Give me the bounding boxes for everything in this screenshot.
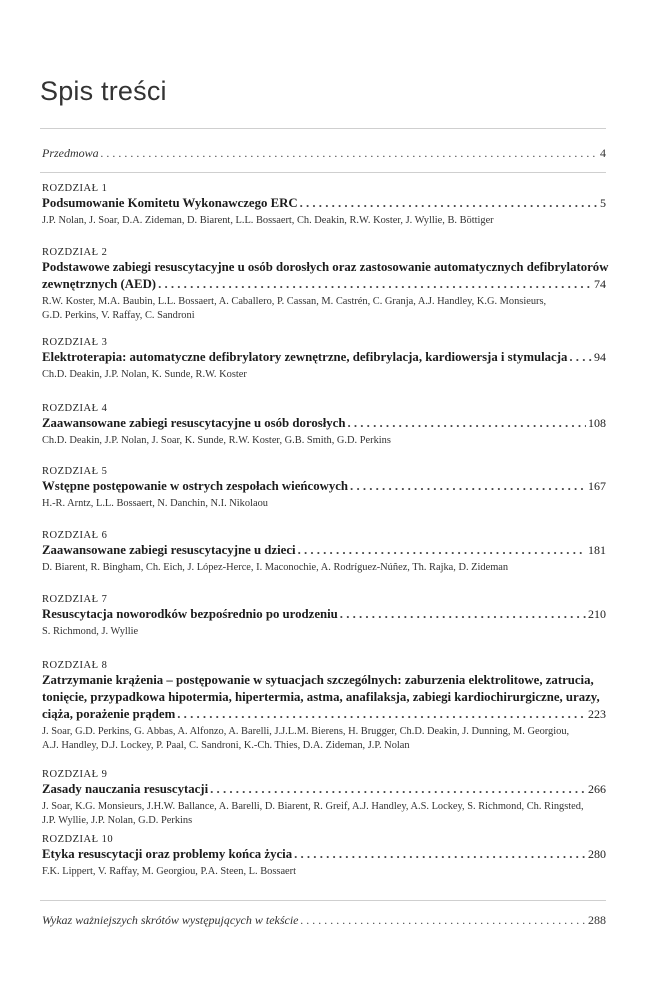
chapter-title [42,672,606,723]
chapter-entry[interactable] [42,834,606,879]
chapter-title [42,415,606,432]
chapter-label: ROZDZIAŁ 5 [42,466,108,477]
chapter-label: ROZDZIAŁ 6 [42,530,108,541]
chapter-page: 210 [588,607,606,621]
leader-dots [347,415,586,432]
chapter-page: 223 [588,707,606,721]
chapter-title [42,259,609,293]
chapter-page: 266 [588,782,606,796]
chapter-authors [42,865,606,879]
author-line: J.P. Nolan, J. Soar, D.A. Zideman, D. Biarent, L.L. Bossaert, Ch. Deakin, R.W. Koster, J. Wyllie, B. Böttiger [42,215,494,226]
leader-dots [569,349,592,366]
chapter-label: ROZDZIAŁ 2 [42,247,108,258]
chapter-title [42,846,606,863]
chapter-title-last-line: Zasady nauczania resuscytacji [42,782,209,796]
chapter-label: ROZDZIAŁ 7 [42,594,108,605]
chapter-title-last-line: Etyka resuscytacji oraz problemy końca życia [42,847,293,861]
chapter-title-last-line: zewnętrznych (AED) [42,277,157,291]
chapter-title-line: Podstawowe zabiegi resuscytacyjne u osób dorosłych oraz zastosowanie automatycznych defibrylatorów [42,260,609,274]
chapter-label: ROZDZIAŁ 3 [42,337,108,348]
author-line: H.-R. Arntz, L.L. Bossaert, N. Danchin, N.I. Nikolaou [42,498,268,509]
chapter-authors [42,800,606,827]
preface-title: Przedmowa [42,146,99,160]
divider [40,172,606,173]
leader-dots [158,276,592,293]
author-line: J. Soar, G.D. Perkins, G. Abbas, A. Alfonzo, A. Barelli, J.J.L.M. Bierens, H. Brugger, Ch.D. Deakin, J. Dunning, M. Georgiou, [42,726,570,737]
chapter-authors [42,625,606,639]
author-line: J.P. Wyllie, J.P. Nolan, G.D. Perkins [42,814,193,826]
chapter-page: 280 [588,847,606,861]
chapter-entry[interactable] [42,337,606,382]
author-line: D. Biarent, R. Bingham, Ch. Eich, J. López-Herce, I. Maconochie, A. Rodríguez-Núñez, Th. Rajka, D. Zideman [42,562,509,573]
leader-dots [340,606,586,623]
chapter-page: 181 [588,543,606,557]
leader-dots [210,781,586,798]
chapter-authors [42,561,606,575]
chapter-title-last-line: Podsumowanie Komitetu Wykonawczego ERC [42,196,298,210]
chapter-label: ROZDZIAŁ 1 [42,183,108,194]
chapter-title [42,349,606,366]
chapter-entry[interactable] [42,247,609,322]
author-line: R.W. Koster, M.A. Baubin, L.L. Bossaert, A. Caballero, P. Cassan, M. Castrén, C. Granja, A.J. Handley, K.G. Monsieurs, [42,296,547,307]
preface-page: 4 [600,146,606,160]
author-line: J. Soar, K.G. Monsieurs, J.H.W. Ballance, A. Barelli, D. Biarent, R. Greif, A.J. Handley, A.S. Lockey, S. Richmond, Ch. Ringsted, [42,801,584,812]
leader-dots [350,478,586,495]
chapter-title [42,606,606,623]
chapter-authors [42,368,606,382]
chapter-title [42,542,606,559]
leader-dots [177,706,586,723]
chapter-title-line: tonięcie, przypadkowa hipotermia, hipertermia, astma, anafilaksja, zabiegi kardiochirurgiczne, urazy, [42,690,600,704]
chapter-title-last-line: Resuscytacja noworodków bezpośrednio po urodzeniu [42,607,338,621]
author-line: G.D. Perkins, V. Raffay, C. Sandroni [42,309,195,321]
chapter-entry[interactable] [42,183,606,228]
chapter-title-last-line: Zaawansowane zabiegi resuscytacyjne u osób dorosłych [42,416,346,430]
chapter-entry[interactable] [42,660,606,752]
chapter-authors [42,295,606,322]
chapter-title-line: Zatrzymanie krążenia – postępowanie w sytuacjach szczególnych: zaburzenia elektrolitowe, zatrucia, [42,673,594,687]
chapter-entry[interactable] [42,530,606,575]
chapter-label: ROZDZIAŁ 9 [42,769,108,780]
chapter-page: 108 [588,416,606,430]
chapter-authors [42,497,606,511]
leader-dots [301,913,587,928]
author-line: F.K. Lippert, V. Raffay, M. Georgiou, P.A. Steen, L. Bossaert [42,866,297,877]
author-line: S. Richmond, J. Wyllie [42,626,139,637]
author-line: Ch.D. Deakin, J.P. Nolan, K. Sunde, R.W. Koster [42,369,247,380]
chapter-label: ROZDZIAŁ 10 [42,834,114,845]
chapter-title-last-line: Elektroterapia: automatyczne defibrylatory zewnętrzne, defibrylacja, kardiowersja i stymulacja [42,350,568,364]
chapter-entry[interactable] [42,403,606,448]
leader-dots [300,195,598,212]
leader-dots [294,846,586,863]
leader-dots [101,146,598,161]
chapter-authors [42,434,606,448]
abbreviations-page: 288 [588,913,606,927]
top-divider [40,128,606,129]
chapter-page: 5 [600,196,606,210]
leader-dots [298,542,586,559]
chapter-authors [42,214,606,228]
chapter-entry[interactable] [42,466,606,511]
chapter-title-last-line: Wstępne postępowanie w ostrych zespołach wieńcowych [42,479,349,493]
chapter-entry[interactable] [42,594,606,639]
page-title: Spis treści [40,76,167,106]
chapter-title [42,478,606,495]
abbreviations-entry[interactable] [42,913,606,928]
bottom-divider [40,900,606,901]
chapter-title-last-line: ciąża, porażenie prądem [42,707,176,721]
preface-entry[interactable] [42,146,606,161]
chapter-page: 94 [594,350,606,364]
chapter-label: ROZDZIAŁ 8 [42,660,108,671]
chapter-page: 74 [594,277,606,291]
chapter-title-last-line: Zaawansowane zabiegi resuscytacyjne u dzieci [42,543,296,557]
abbreviations-title: Wykaz ważniejszych skrótów występujących w tekście [42,913,299,927]
chapter-page: 167 [588,479,606,493]
chapter-title [42,195,606,212]
chapter-authors [42,725,606,752]
author-line: A.J. Handley, D.J. Lockey, P. Paal, C. Sandroni, K.-Ch. Thies, D.A. Zideman, J.P. Nolan [42,739,410,751]
chapter-title [42,781,606,798]
chapter-entry[interactable] [42,769,606,827]
author-line: Ch.D. Deakin, J.P. Nolan, J. Soar, K. Sunde, R.W. Koster, G.B. Smith, G.D. Perkins [42,435,391,446]
chapter-label: ROZDZIAŁ 4 [42,403,108,414]
